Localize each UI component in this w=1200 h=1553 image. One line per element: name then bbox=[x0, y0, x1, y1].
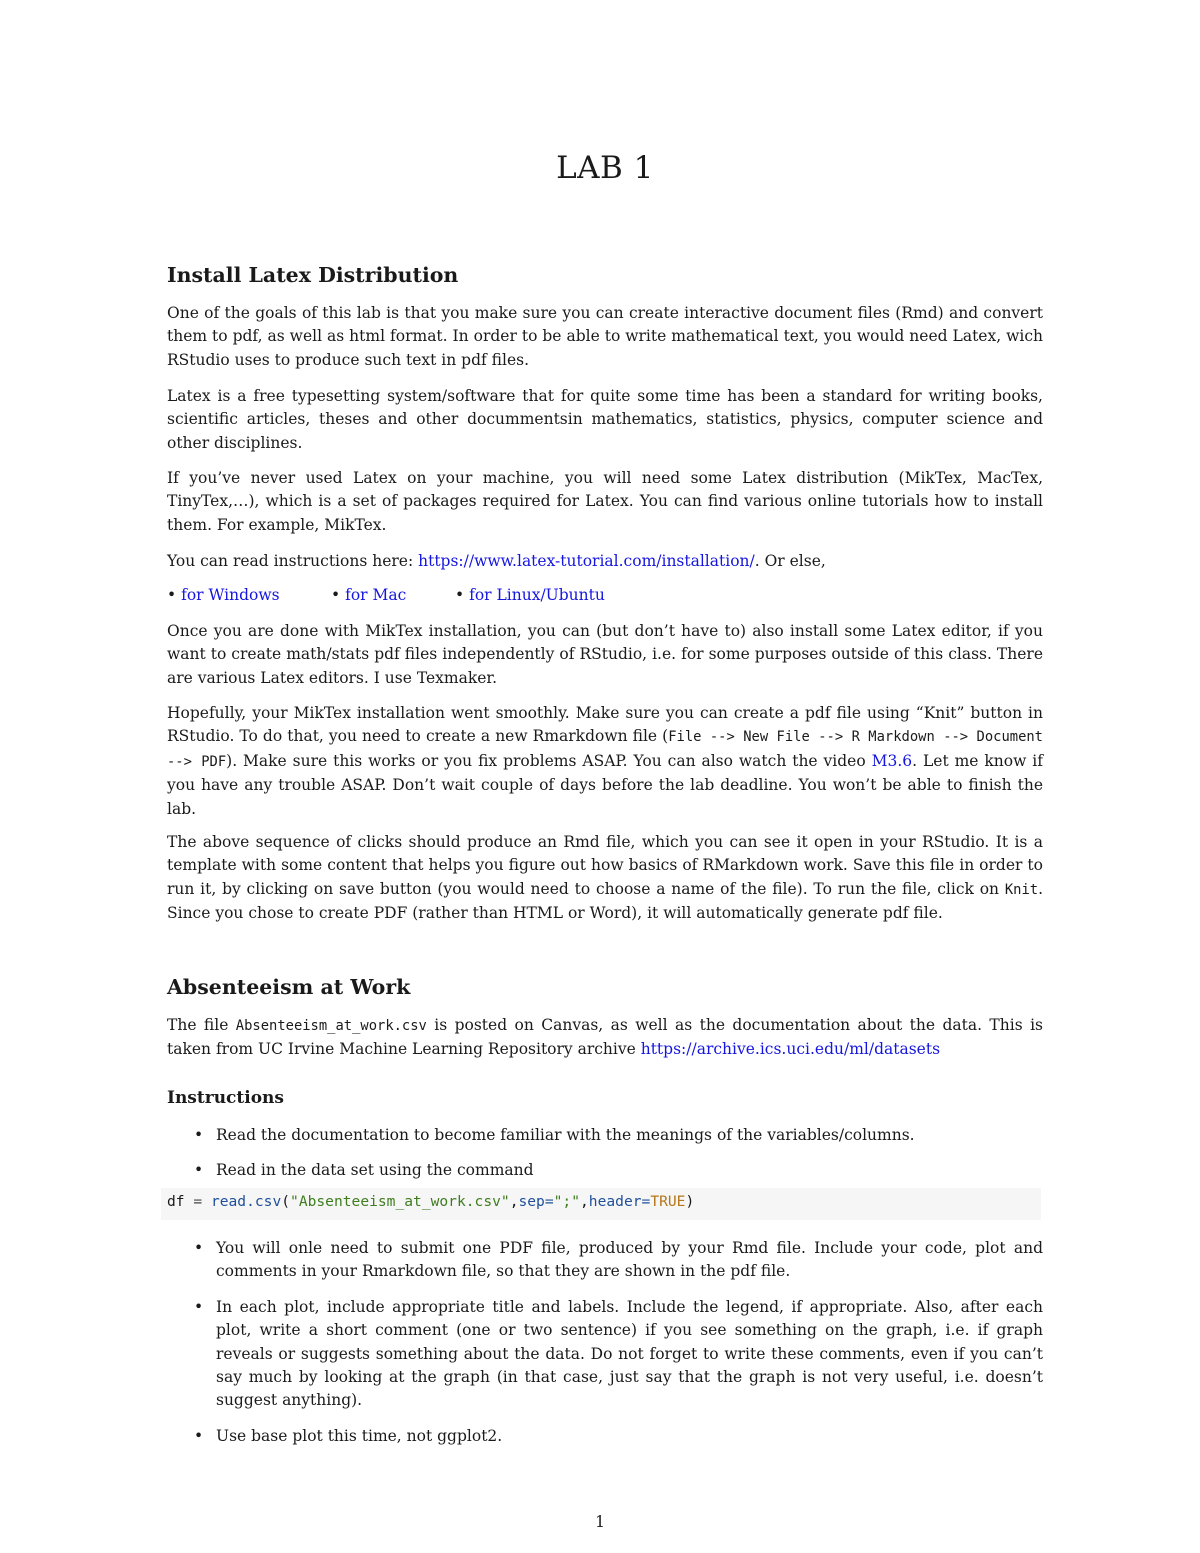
mac-link-item[interactable]: • for Mac bbox=[331, 586, 407, 604]
page-title: LAB 1 bbox=[556, 150, 654, 186]
video-m36-link[interactable]: M3.6 bbox=[871, 751, 913, 770]
knit-code: Knit bbox=[1004, 881, 1039, 898]
code-block bbox=[161, 1188, 1041, 1220]
section-heading-absenteeism: Absenteeism at Work bbox=[167, 975, 411, 999]
paragraph-latex-description: Latex is a free typesetting system/software that for quite some time has been a standard for writing books, scientific articles, theses and other docummentsin mathematics, statistics, physics, computer science and other disciplines. bbox=[167, 387, 1043, 452]
paragraph-rmd-template: The above sequence of clicks should produce an Rmd file, which you can see it open in your RStudio. It is a template with some content that helps you figure out how basics of RMarkdown work. Save this file in order to run it, by clicking on save button (you would need to choose a name of the file). To run the file, click on Knit. Since you chose to create PDF (rather than HTML or Word), it will automatically generate pdf file. bbox=[167, 833, 1043, 923]
list-item: • Read in the data set using the command bbox=[194, 1161, 534, 1180]
list-item: • Use base plot this time, not ggplot2. bbox=[194, 1426, 503, 1445]
paragraph-instructions-link: You can read instructions here: https://www.latex-tutorial.com/installation/. Or else, bbox=[167, 552, 826, 570]
subheading-instructions: Instructions bbox=[167, 1088, 284, 1108]
paragraph-data-source: The file Absenteeism_at_work.csv is posted on Canvas, as well as the documentation about the data. This is taken from UC Irvine Machine Learning Repository archive https://archive.ics.uci.edu/ml/datasets bbox=[167, 1016, 1043, 1059]
linux-link-item[interactable]: • for Linux/Ubuntu bbox=[455, 586, 605, 604]
windows-link[interactable]: for Windows bbox=[181, 586, 280, 604]
latex-tutorial-link[interactable]: https://www.latex-tutorial.com/installation/ bbox=[418, 552, 755, 570]
menu-path-code: File --> New File --> R Markdown --> Document --> PDF bbox=[167, 729, 1043, 770]
paragraph-latex-distribution: If you’ve never used Latex on your machine, you will need some Latex distribution (MikTex, MacTex, TinyTex,…), which is a set of packages required for Latex. You can find various online tutorials how to install them. For example, MikTex. bbox=[167, 469, 1043, 534]
paragraph-latex-editor: Once you are done with MikTex installation, you can (but don’t have to) also install some Latex editor, if you want to create math/stats pdf files independently of RStudio, i.e. for some purposes outside of this class. There are various Latex editors. I use Texmaker. bbox=[167, 622, 1043, 687]
mac-link[interactable]: for Mac bbox=[345, 586, 407, 604]
list-item: • You will onle need to submit one PDF file, produced by your Rmd file. Include your code, plot and comments in your Rmarkdown file, so that they are shown in the pdf file. bbox=[194, 1239, 1043, 1281]
section-heading-install-latex: Install Latex Distribution bbox=[167, 263, 459, 287]
list-item: • Read the documentation to become familiar with the meanings of the variables/columns. bbox=[194, 1126, 915, 1144]
csv-filename-code: Absenteeism_at_work.csv bbox=[235, 1018, 427, 1034]
windows-link-item[interactable]: • for Windows bbox=[167, 586, 280, 604]
read-csv-command: df = read.csv("Absenteeism_at_work.csv",sep=";",header=TRUE) bbox=[167, 1193, 695, 1210]
instructions-list-top bbox=[167, 1124, 1043, 1183]
uci-archive-link[interactable]: https://archive.ics.uci.edu/ml/datasets bbox=[640, 1040, 941, 1059]
list-item: • In each plot, include appropriate title and labels. Include the legend, if appropriate. Also, after each plot, write a short comment (one or two sentence) if you see something on the graph, i.e. if graph reveals or suggests something about the data. Do not forget to write these comments, even if you can’t say much by looking at the graph (in that case, just say that the graph is not very useful, i.e. doesn’t suggest anything). bbox=[194, 1297, 1043, 1410]
page-number: 1 bbox=[595, 1513, 605, 1531]
linux-link[interactable]: for Linux/Ubuntu bbox=[469, 586, 605, 604]
instructions-list-bottom bbox=[167, 1237, 1043, 1448]
paragraph-intro: One of the goals of this lab is that you make sure you can create interactive document files (Rmd) and convert them to pdf, as well as html format. In order to be able to write mathematical text, you would need Latex, wich RStudio uses to produce such text in pdf files. bbox=[167, 304, 1043, 369]
paragraph-knit-instructions: Hopefully, your MikTex installation went smoothly. Make sure you can create a pdf file using “Knit” button in RStudio. To do that, you need to create a new Rmarkdown file (File --> New File --> R Markdown --> Document --> PDF). Make sure this works or you fix problems ASAP. You can also watch the video M3.6. Let me know if you have any trouble ASAP. Don’t wait couple of days before the lab deadline. You won’t be able to finish the lab. bbox=[167, 704, 1044, 818]
